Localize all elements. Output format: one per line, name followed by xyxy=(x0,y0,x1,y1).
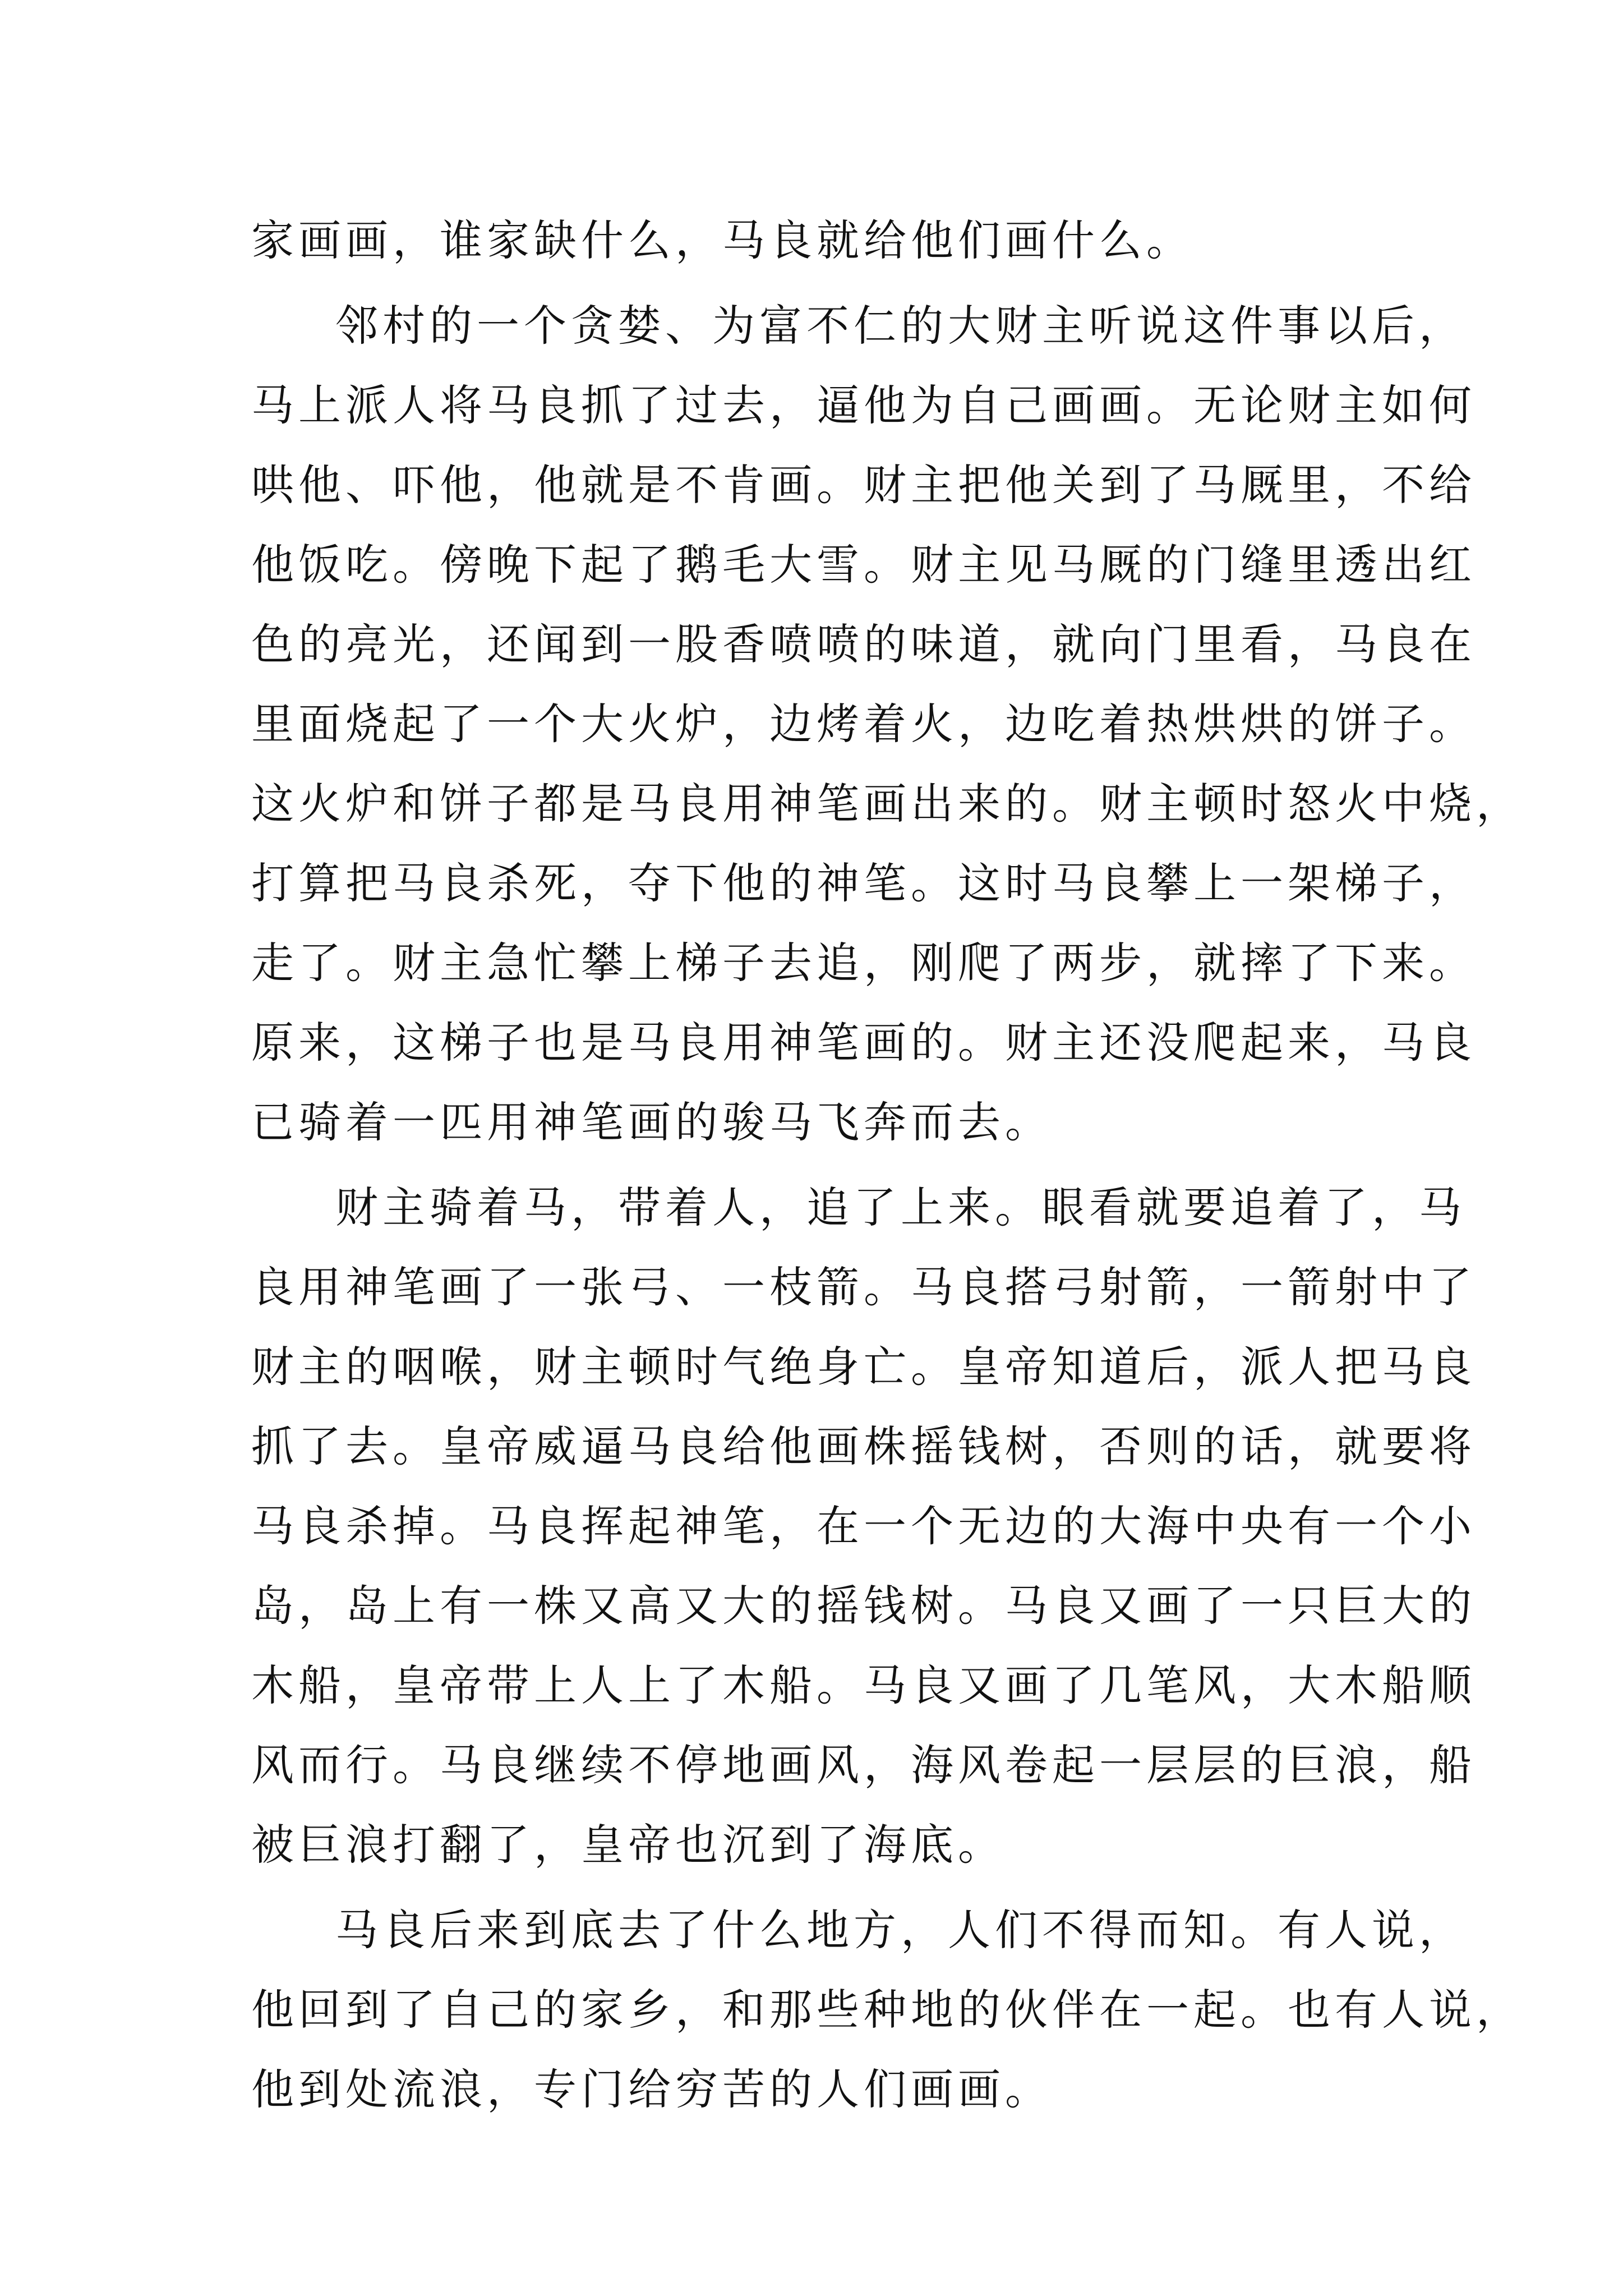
text-line: 邻村的一个贪婪、为富不仁的大财主听说这件事以后， xyxy=(335,301,1466,351)
text-line: 马良杀掉。马良挥起神笔，在一个无边的大海中央有一个小 xyxy=(251,1501,1476,1551)
text-line: 他回到了自己的家乡，和那些种地的伙伴在一起。也有人说， xyxy=(251,1985,1523,2035)
text-line: 风而行。马良继续不停地画风，海风卷起一层层的巨浪，船 xyxy=(251,1740,1476,1790)
text-line: 抓了去。皇帝威逼马良给他画株摇钱树，否则的话，就要将 xyxy=(251,1421,1476,1471)
text-line: 财主骑着马，带着人，追了上来。眼看就要追着了，马 xyxy=(335,1182,1466,1232)
text-line: 色的亮光，还闻到一股香喷喷的味道，就向门里看，马良在 xyxy=(251,619,1476,669)
story-text xyxy=(251,201,1523,2129)
text-line: 里面烧起了一个大火炉，边烤着火，边吃着热烘烘的饼子。 xyxy=(251,699,1476,749)
text-line: 这火炉和饼子都是马良用神笔画出来的。财主顿时怒火中烧， xyxy=(251,779,1523,829)
text-line: 马上派人将马良抓了过去，逼他为自己画画。无论财主如何 xyxy=(251,380,1476,430)
text-line: 他到处流浪，专门给穷苦的人们画画。 xyxy=(251,2064,1052,2114)
text-line: 家画画，谁家缺什么，马良就给他们画什么。 xyxy=(251,215,1193,265)
text-line: 岛，岛上有一株又高又大的摇钱树。马良又画了一只巨大的 xyxy=(251,1581,1476,1631)
text-line: 已骑着一匹用神笔画的骏马飞奔而去。 xyxy=(251,1097,1052,1147)
text-line: 走了。财主急忙攀上梯子去追，刚爬了两步，就摔了下来。 xyxy=(251,938,1476,988)
text-line: 财主的咽喉，财主顿时气绝身亡。皇帝知道后，派人把马良 xyxy=(251,1342,1476,1392)
text-line: 木船，皇帝带上人上了木船。马良又画了几笔风，大木船顺 xyxy=(251,1660,1476,1710)
text-line: 被巨浪打翻了，皇帝也沉到了海底。 xyxy=(251,1820,1005,1870)
text-line: 良用神笔画了一张弓、一枝箭。马良搭弓射箭，一箭射中了 xyxy=(251,1262,1476,1312)
text-line: 马良后来到底去了什么地方，人们不得而知。有人说， xyxy=(335,1905,1466,1955)
text-line: 原来，这梯子也是马良用神笔画的。财主还没爬起来，马良 xyxy=(251,1018,1476,1068)
text-line: 哄他、吓他，他就是不肯画。财主把他关到了马厩里，不给 xyxy=(251,460,1476,510)
text-line: 他饭吃。傍晚下起了鹅毛大雪。财主见马厩的门缝里透出红 xyxy=(251,540,1476,590)
text-line: 打算把马良杀死，夺下他的神笔。这时马良攀上一架梯子， xyxy=(251,858,1476,908)
